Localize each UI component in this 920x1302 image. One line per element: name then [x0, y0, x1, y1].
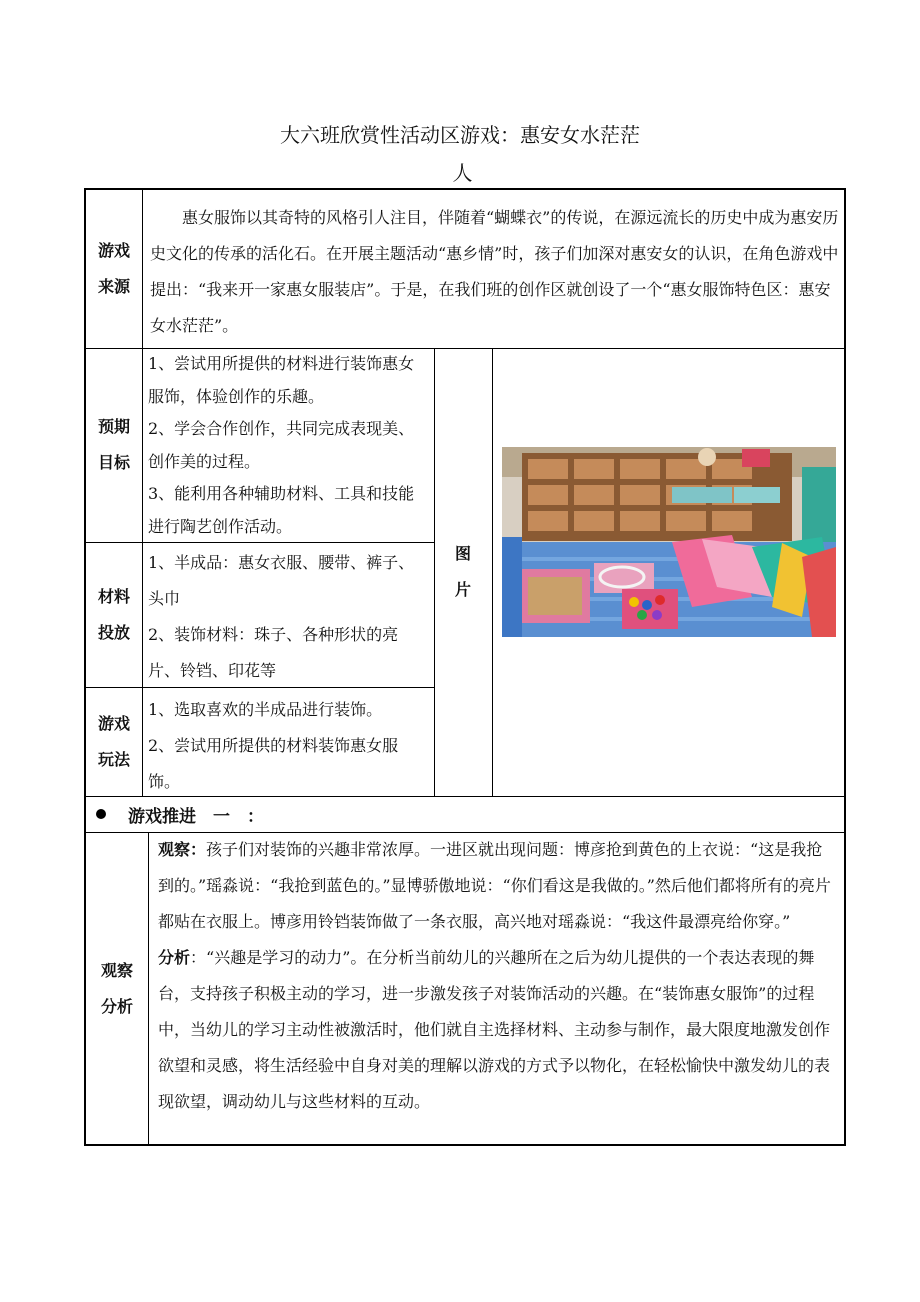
- label-observe: [86, 832, 148, 1146]
- label-picture-1: 图: [454, 544, 471, 563]
- goal-item: 2、学会合作创作，共同完成表现美、创作美的过程。: [148, 419, 415, 471]
- label-picture-2: 片: [454, 580, 471, 599]
- label-picture: [434, 348, 492, 796]
- play-item: 1、选取喜欢的半成品进行装饰。: [148, 700, 383, 719]
- label-observe-1: 观察: [100, 961, 133, 980]
- page-title: [0, 120, 920, 188]
- label-materials: [86, 542, 142, 687]
- analysis-title: 分析: [158, 948, 191, 967]
- label-materials-2: 投放: [97, 622, 130, 642]
- progress-heading: [86, 796, 844, 832]
- material-item: 2、装饰材料：珠子、各种形状的亮片、铃铛、印花等: [148, 625, 399, 680]
- play-text: [148, 692, 430, 800]
- observe-paragraph: [158, 832, 838, 940]
- source-paragraph: 惠女服饰以其奇特的风格引人注目，伴随着“蝴蝶衣”的传说，在源远流长的历史中成为惠安历史文化的传承的活化石。在开展主题活动“惠乡情”时，孩子们加深对惠安女的认识，在角色游戏中提出：“我来开一家惠女服装店”。于是，在我们班的创作区就创设了一个“惠女服饰特色区：惠安女水茫茫”。: [150, 208, 839, 335]
- label-goals: [86, 348, 142, 542]
- label-goals-1: 预期: [97, 417, 130, 436]
- goals-text: [148, 348, 430, 543]
- label-play-2: 玩法: [97, 749, 130, 769]
- source-text: [150, 200, 840, 344]
- materials-text: [148, 545, 430, 689]
- goal-item: 1、尝试用所提供的材料进行装饰惠女服饰，体验创作的乐趣。: [148, 354, 415, 406]
- analysis-body: ：“兴趣是学习的动力”。在分析当前幼儿的兴趣所在之后为幼儿提供的一个表达表现的舞台，支持孩子积极主动的学习，进一步激发孩子对装饰活动的兴趣。在“装饰惠女服饰”的过程中，当幼儿的学习主动性被激活时，他们就自主选择材料、主动参与制作，最大限度地激发创作欲望和灵感，将生活经验中自身对美的理解以游戏的方式予以物化，在轻松愉快中激发幼儿的表现欲望，调动幼儿与这些材料的互动。: [158, 948, 831, 1111]
- progress-heading-text: 游戏推进 一 ：: [128, 806, 264, 827]
- label-play: [86, 687, 142, 796]
- col-divider-left-lower: [148, 832, 149, 1146]
- bullet-icon: [96, 809, 106, 819]
- observe-title: 观察：: [158, 840, 207, 859]
- observe-text: [158, 832, 838, 1120]
- analysis-paragraph: [158, 940, 838, 1120]
- label-source-2: 来源: [97, 277, 130, 296]
- label-source-1: 游戏: [97, 241, 130, 260]
- label-observe-2: 分析: [100, 997, 133, 1016]
- title-line-2: 人: [452, 161, 473, 185]
- play-item: 2、尝试用所提供的材料装饰惠女服饰。: [148, 736, 399, 791]
- col-divider-pic: [492, 348, 493, 796]
- classroom-photo: [502, 447, 836, 637]
- col-divider-left: [142, 190, 143, 796]
- label-materials-1: 材料: [97, 586, 130, 606]
- observe-body: 孩子们对装饰的兴趣非常浓厚。一进区就出现问题：博彦抢到黄色的上衣说：“这是我抢到的。”瑶淼说：“我抢到蓝色的。”显博骄傲地说：“你们看这是我做的。”然后他们都将所有的亮片都贴在衣服上。博彦用铃铛装饰做了一条衣服，高兴地对瑶淼说：“我这件最漂亮给你穿。”: [158, 840, 831, 931]
- goal-item: 3、能利用各种辅助材料、工具和技能进行陶艺创作活动。: [148, 484, 415, 536]
- label-source: [86, 190, 142, 348]
- label-goals-2: 目标: [97, 453, 130, 472]
- label-play-1: 游戏: [97, 713, 130, 733]
- material-item: 1、半成品：惠女衣服、腰带、裤子、头巾: [148, 553, 415, 608]
- title-line-1: 大六班欣赏性活动区游戏：惠安女水茫茫: [280, 123, 640, 147]
- activity-table: [84, 188, 846, 1146]
